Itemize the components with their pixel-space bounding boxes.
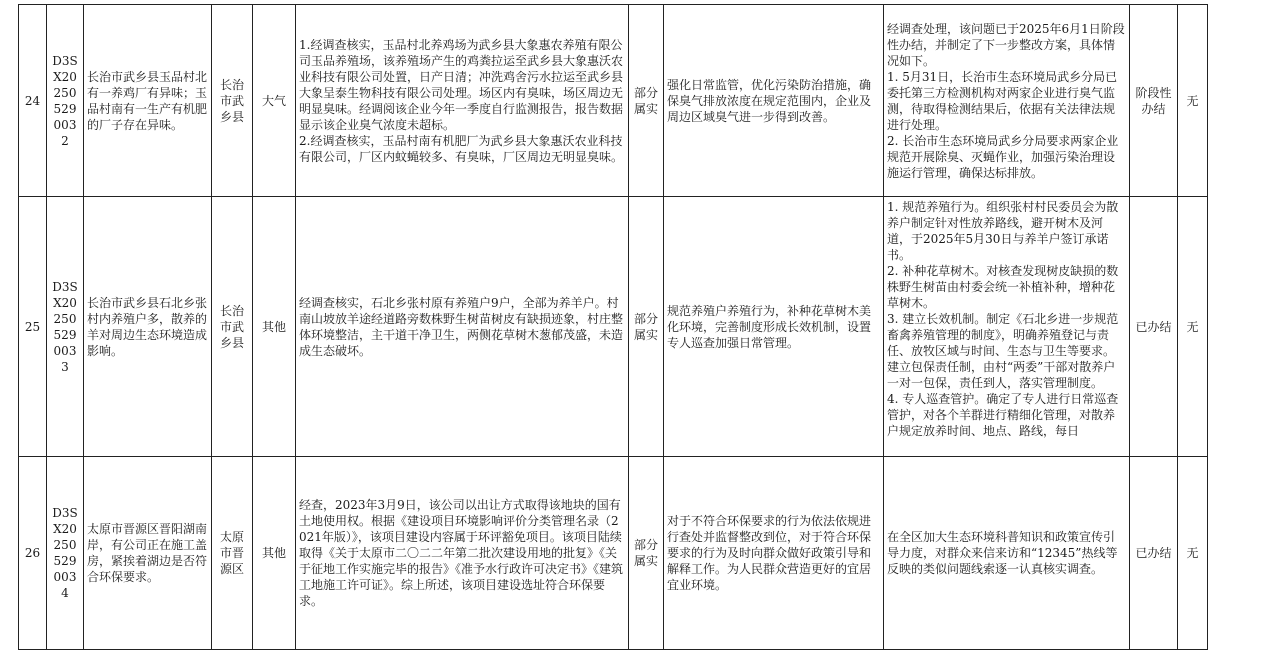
handling-details bbox=[884, 457, 1130, 650]
handling-clip bbox=[887, 199, 1126, 454]
handling-paragraph: 1. 规范养殖行为。组织张村村民委员会为散养户制定针对性放养路线，避开树木及河道，于2025年5月30日与养羊户签订承诺书。 bbox=[887, 200, 1119, 262]
issue-description: 长治市武乡县石北乡张村内养殖户多，散养的羊对周边生态环境造成影响。 bbox=[84, 197, 212, 457]
completion-status: 已办结 bbox=[1130, 197, 1178, 457]
investigation-paragraph: 2.经调查核实，玉品村南有机肥厂为武乡县大象惠沃农业科技有限公司，厂区内蚊蝇较多、有臭味，厂区周边无明显臭味。 bbox=[299, 133, 624, 164]
investigation-paragraph: 经调查核实，石北乡张村原有养殖户9户，全部为养羊户。村南山坡放羊途经道路旁数株野生树苗树皮有缺损迹象，村庄整体环境整洁，主干道干净卫生，两侧花草树木葱郁茂盛，未造成生态破坏。 bbox=[299, 295, 624, 358]
handling-paragraph: 3. 建立长效机制。制定《石北乡进一步规范畜禽养殖管理的制度》，明确养殖登记与责任、放牧区域与时间、生态与卫生等要求。建立包保责任制，由村“两委”干部对散养户一对一包保，责任到人，落实管理制度。 bbox=[887, 312, 1119, 390]
investigation-result bbox=[296, 5, 629, 197]
case-code: D3SX202505290034 bbox=[47, 457, 84, 650]
row-number: 26 bbox=[19, 457, 47, 650]
verdict: 部分属实 bbox=[629, 197, 664, 457]
pollution-type: 其他 bbox=[253, 457, 296, 650]
handling-paragraph: 4. 专人巡查管护。确定了专人进行日常巡查管护，对各个羊群进行精细化管理，对散养户规定放养时间、地点、路线，每日 bbox=[887, 392, 1119, 438]
row-number: 24 bbox=[19, 5, 47, 197]
handling-paragraph: 2. 补种花草树木。对核查发现树皮缺损的数株野生树苗由村委会统一补植补种，增种花草树木。 bbox=[887, 264, 1119, 310]
handling-details bbox=[884, 5, 1130, 197]
handling-paragraph: 经调查处理，该问题已于2025年6月1日阶段性办结，并制定了下一步整改方案，具体情况如下。 bbox=[887, 21, 1125, 68]
investigation-paragraph: 经查，2023年3月9日，该公司以出让方式取得该地块的国有土地使用权。根据《建设项目环境影响评价分类管理名录（2021年版）》，该项目建设内容属于环评豁免项目。该项目陆续取得《关于太原市二〇二二年第二批次建设用地的批复》《关于征地工作实施完毕的报告》《准予水行政许可决定书》《建筑工地施工许可证》。综上所述，该项目建设选址符合环保要求。 bbox=[299, 498, 624, 608]
pollution-type: 大气 bbox=[253, 5, 296, 197]
row-number: 25 bbox=[19, 197, 47, 457]
region: 太原市晋源区 bbox=[212, 457, 253, 650]
investigation-paragraph: 1.经调查核实，玉品村北养鸡场为武乡县大象惠农养殖有限公司玉品养殖场，该养殖场产生的鸡粪拉运至武乡县大象惠沃农业科技有限公司处置，日产日清；冲洗鸡舍污水拉运至武乡县大象呈泰生物科技有限公司处理。场区内有臭味，场区周边无明显臭味。经调阅该企业今年一季度自行监测报告，报告数据显示该企业臭气浓度未超标。 bbox=[299, 37, 624, 132]
verdict: 部分属实 bbox=[629, 5, 664, 197]
remark: 无 bbox=[1178, 5, 1208, 197]
table-row bbox=[19, 5, 1208, 197]
handling-paragraph: 1. 5月31日，长治市生态环境局武乡分局已委托第三方检测机构对两家企业进行臭气监测，待取得检测结果后，依据有关法律法规进行处理。 bbox=[887, 69, 1118, 132]
rectification-measures: 强化日常监管，优化污染防治措施，确保臭气排放浓度在规定范围内，企业及周边区域臭气进一步得到改善。 bbox=[664, 5, 884, 197]
investigation-result bbox=[296, 197, 629, 457]
region: 长治市武乡县 bbox=[212, 197, 253, 457]
rectification-measures: 对于不符合环保要求的行为依法依规进行查处并监督整改到位，对于符合环保要求的行为及时向群众做好政策引导和解释工作。为人民群众营造更好的宜居宜业环境。 bbox=[664, 457, 884, 650]
issue-description: 长治市武乡县玉品村北有一养鸡厂有异味；玉品村南有一生产有机肥的厂子存在异味。 bbox=[84, 5, 212, 197]
rectification-measures: 规范养殖户养殖行为，补种花草树木美化环境，完善制度形成长效机制，设置专人巡查加强日常管理。 bbox=[664, 197, 884, 457]
handling-paragraph: 2. 长治市生态环境局武乡分局要求两家企业规范开展除臭、灭蝇作业，加强污染治理设施运行管理，确保达标排放。 bbox=[887, 133, 1119, 180]
table-row bbox=[19, 197, 1208, 457]
handling-details bbox=[884, 197, 1130, 457]
issue-description: 太原市晋源区晋阳湖南岸，有公司正在施工盖房，紧挨着湖边是否符合环保要求。 bbox=[84, 457, 212, 650]
remark: 无 bbox=[1178, 457, 1208, 650]
investigation-result bbox=[296, 457, 629, 650]
region: 长治市武乡县 bbox=[212, 5, 253, 197]
completion-status: 已办结 bbox=[1130, 457, 1178, 650]
case-code: D3SX202505290032 bbox=[47, 5, 84, 197]
handling-paragraph: 在全区加大生态环境科普知识和政策宣传引导力度，对群众来信来访和“12345”热线等反映的类似问题线索逐一认真核实调查。 bbox=[887, 530, 1118, 576]
table-row bbox=[19, 457, 1208, 650]
case-code: D3SX202505290033 bbox=[47, 197, 84, 457]
remark: 无 bbox=[1178, 197, 1208, 457]
complaint-table bbox=[18, 4, 1208, 650]
verdict: 部分属实 bbox=[629, 457, 664, 650]
pollution-type: 其他 bbox=[253, 197, 296, 457]
completion-status: 阶段性办结 bbox=[1130, 5, 1178, 197]
